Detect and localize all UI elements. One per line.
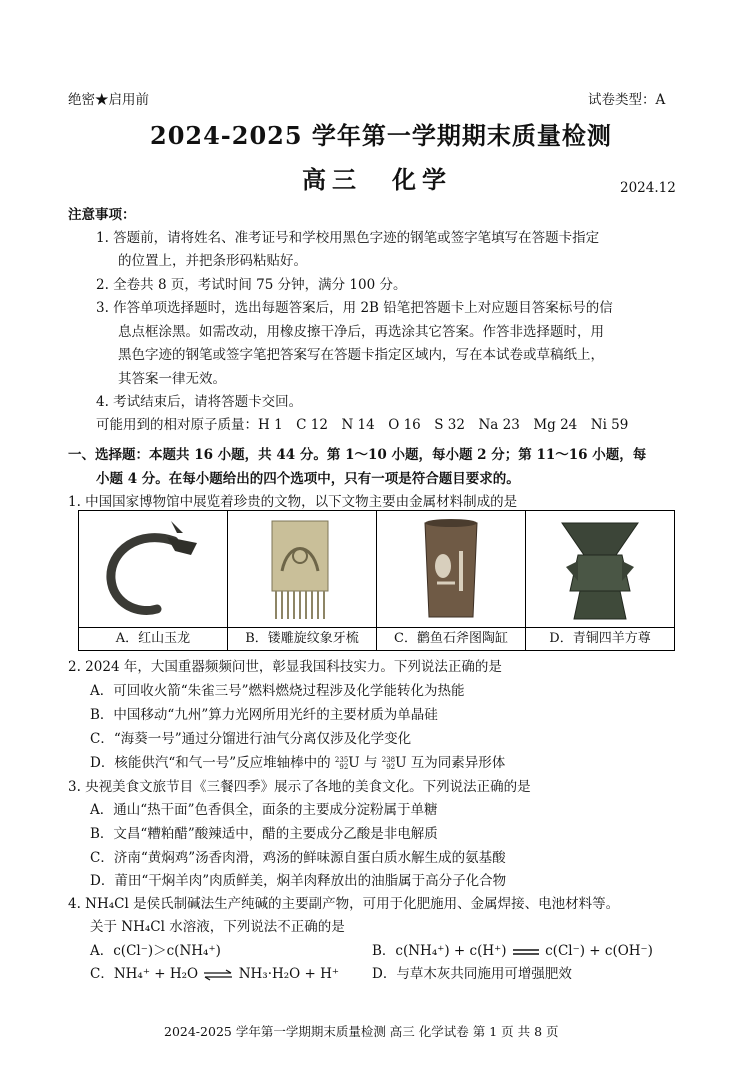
- section-heading: 一、选择题：本题共 16 小题，共 44 分。第 1～10 小题，每小题 2 分；第 11～16 小题，每: [68, 447, 647, 463]
- q4-option-b: B．c(NH₄⁺) + c(H⁺) c(Cl⁻) + c(OH⁻): [372, 943, 653, 959]
- jade-dragon-image: [79, 511, 227, 627]
- q4-option-a: A．c(Cl⁻)＞c(NH₄⁺): [90, 943, 221, 959]
- artifact-label: A．红山玉龙: [115, 631, 191, 646]
- notice-item: 3. 作答单项选择题时，选出每题答案后，用 2B 铅笔把答题卡上对应题目答案标号的信: [96, 300, 613, 316]
- question-4-stem-cont: 关于 NH₄Cl 水溶液，下列说法不正确的是: [90, 919, 345, 935]
- question-3-stem: 3. 央视美食文旅节目《三餐四季》展示了各地的美食文化。下列说法正确的是: [68, 779, 531, 795]
- artifact-cell-d: [526, 511, 675, 651]
- reversible-arrow-icon: [202, 969, 234, 981]
- notice-item: 息点框涂黑。如需改动，用橡皮擦干净后，再选涂其它答案。作答非选择题时，用: [118, 324, 604, 340]
- q3-option-a: A．通山“热干面”色香俱全，面条的主要成分淀粉属于单糖: [90, 802, 438, 818]
- notice-item: 2. 全卷共 8 页，考试时间 75 分钟，满分 100 分。: [96, 277, 407, 293]
- atomic-mass-line: 可能用到的相对原子质量：H 1 C 12 N 14 O 16 S 32 Na 23 Mg 24 Ni 59: [96, 417, 629, 433]
- confidential-mark: 绝密★启用前: [68, 92, 149, 108]
- notice-item: 其答案一律无效。: [118, 371, 226, 387]
- artifact-table: [78, 510, 675, 651]
- notice-item: 1. 答题前，请将姓名、准考证号和学校用黑色字迹的钢笔或签字笔填写在答题卡指定: [96, 230, 600, 246]
- q2-option-d: D．核能供汽“和气一号”反应堆轴棒中的 235 92U 与 238 92U 互为同素异形体: [90, 755, 506, 771]
- notice-heading: 注意事项：: [68, 207, 136, 223]
- q2-option-b: B．中国移动“九州”算力光网所用光纤的主要材质为单晶硅: [90, 707, 438, 723]
- page-subtitle: 高三 化学: [302, 165, 452, 194]
- ivory-comb-image: [228, 511, 376, 627]
- artifact-label: C．鹳鱼石斧图陶缸: [394, 631, 508, 646]
- notice-item: 黑色字迹的钢笔或签字笔把答案写在答题卡指定区域内，写在本试卷或草稿纸上，: [118, 347, 604, 363]
- q3-option-c: C．济南“黄焖鸡”汤香肉滑，鸡汤的鲜味源自蛋白质水解生成的氨基酸: [90, 850, 506, 866]
- section-heading-cont: 小题 4 分。在每小题给出的四个选项中，只有一项是符合题目要求的。: [96, 471, 520, 487]
- notice-item: 4. 考试结束后，请将答题卡交回。: [96, 394, 303, 410]
- bronze-zun-image: [526, 511, 674, 627]
- equals-sign-icon: [511, 947, 541, 957]
- q4-option-d: D．与草木灰共同施用可增强肥效: [372, 966, 572, 982]
- q3-option-d: D．莆田“干焖羊肉”肉质鲜美，焖羊肉释放出的油脂属于高分子化合物: [90, 873, 507, 889]
- q2-option-a: A．可回收火箭“朱雀三号”燃料燃烧过程涉及化学能转化为热能: [90, 683, 465, 699]
- notice-item: 的位置上，并把条形码粘贴好。: [118, 253, 307, 269]
- q4-option-c: C．NH₄⁺ + H₂O NH₃·H₂O + H⁺: [90, 966, 340, 982]
- question-1-stem: 1. 中国国家博物馆中展览着珍贵的文物，以下文物主要由金属材料制成的是: [68, 494, 518, 510]
- artifact-cell-a: [79, 511, 228, 651]
- paper-type: 试卷类型：A: [588, 92, 666, 108]
- artifact-label: B．镂雕旋纹象牙梳: [245, 631, 359, 646]
- exam-date: 2024.12: [620, 180, 676, 196]
- question-2-stem: 2. 2024 年，大国重器频频问世，彰显我国科技实力。下列说法正确的是: [68, 659, 502, 675]
- artifact-cell-c: [377, 511, 526, 651]
- q3-option-b: B．文昌“糟粕醋”酸辣适中，醋的主要成分乙酸是非电解质: [90, 826, 438, 842]
- artifact-label: D．青铜四羊方尊: [549, 631, 651, 646]
- artifact-cell-b: [228, 511, 377, 651]
- question-4-stem: 4. NH₄Cl 是侯氏制碱法生产纯碱的主要副产物，可用于化肥施用、金属焊接、电池材料等。: [68, 896, 620, 912]
- q2-option-c: C．“海葵一号”通过分馏进行油气分离仅涉及化学变化: [90, 731, 412, 747]
- pottery-vat-image: [377, 511, 525, 627]
- page-footer: 2024-2025 学年第一学期期末质量检测 高三 化学试卷 第 1 页 共 8 页: [164, 1024, 559, 1039]
- page-title: 2024-2025 学年第一学期期末质量检测: [150, 121, 612, 150]
